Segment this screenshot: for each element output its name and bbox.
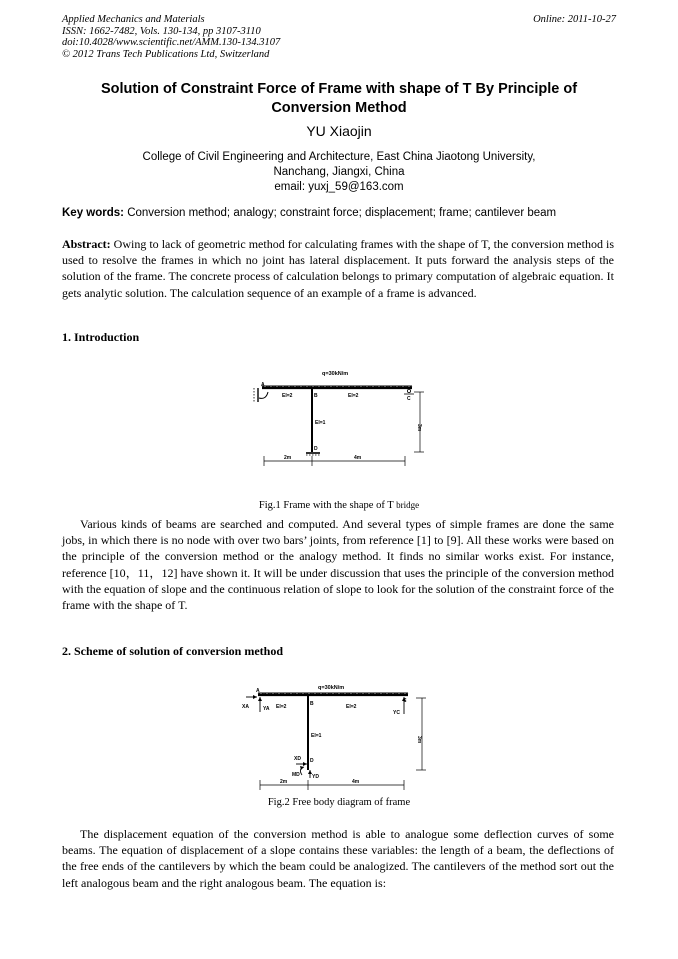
- fig1-stiffness-column: EI=1: [315, 420, 326, 426]
- author-email: email: yuxj_59@163.com: [274, 181, 404, 193]
- copyright-line: © 2012 Trans Tech Publications Ltd, Switzerland: [62, 48, 270, 60]
- abstract: [62, 236, 614, 301]
- fig2-dim-left: 2m: [280, 779, 288, 785]
- fig2-reaction-xd-arrow: [296, 762, 307, 766]
- fig2-xa-label: XA: [242, 704, 249, 710]
- fig2-xd-label: XD: [294, 756, 301, 762]
- fig1-node-b: B: [314, 393, 318, 399]
- abstract-label: Abstract:: [62, 237, 111, 251]
- fig2-dim-right: 4m: [352, 779, 360, 785]
- fig1-dim-height: 3m: [416, 424, 422, 432]
- fig1-stiffness-left: EI=2: [282, 393, 293, 399]
- fig1-node-a: A: [261, 382, 265, 388]
- fig2-md-label: MD: [292, 772, 300, 778]
- fig2-stiffness-left: EI=2: [276, 704, 287, 710]
- fig1-dim-right: 4m: [354, 455, 362, 461]
- fig2-ya-label: YA: [263, 706, 270, 712]
- keywords-label: Key words:: [62, 207, 124, 219]
- fig1-caption-suffix: bridge: [396, 500, 420, 510]
- fig1-node-d: D: [314, 446, 318, 452]
- fig1-node-c: C: [407, 396, 411, 402]
- fig2-reaction-ya-arrow: [258, 697, 262, 712]
- affiliation-line-2: Nanchang, Jiangxi, China: [273, 166, 405, 178]
- figure-2-caption: Fig.2 Free body diagram of frame: [267, 797, 411, 808]
- fig2-moment-md-arrow: [300, 766, 304, 775]
- fig1-pin-support-a: [254, 388, 268, 402]
- fig1-dim-left: 2m: [284, 455, 292, 461]
- figure-1-caption: [60, 500, 618, 511]
- fig2-node-b: B: [310, 701, 314, 707]
- doi-line: doi:10.4028/www.scientific.net/AMM.130-134.3107: [62, 37, 281, 48]
- section-heading-scheme: 2. Scheme of solution of conversion method: [62, 644, 283, 658]
- figure-1-frame-diagram: [250, 364, 440, 472]
- fig2-node-a: A: [256, 688, 260, 694]
- fig2-yd-label: YD: [312, 774, 319, 780]
- fig1-load-label: q=30kN/m: [322, 371, 349, 377]
- affiliation-line-1: College of Civil Engineering and Architecture, East China Jiaotong University,: [142, 151, 536, 163]
- fig2-dimension-lines: [260, 698, 426, 790]
- figure-2-free-body-diagram: [240, 678, 440, 796]
- fig2-reaction-xa-arrow: [246, 695, 257, 699]
- section-heading-introduction: 1. Introduction: [62, 330, 140, 344]
- online-date: Online: 2011-10-27: [533, 14, 616, 25]
- fig1-fixed-support-d: [306, 453, 320, 455]
- journal-name: Applied Mechanics and Materials: [62, 14, 205, 25]
- fig2-stiffness-right: EI=2: [346, 704, 357, 710]
- keywords: [62, 207, 622, 219]
- fig2-yc-label: YC: [393, 710, 400, 716]
- introduction-text: Various kinds of beams are searched and computed. And several types of simple frames are done the same jobs, in which there is no node with over two bars’ joints, from reference [1] to [9]. All these works were based on the principle of the conversion method or the analogy method. It finds no similar works exist. For instance, reference [10，11，12] have shown it. It will be under discussion that uses the principle of the conversion method with the equation of slope and the continuous relation of slope to look for the solution of the constraint force of the frame with the shape of T.: [62, 517, 614, 613]
- keywords-text: Conversion method; analogy; constraint force; displacement; frame; cantilever beam: [127, 207, 557, 219]
- fig2-node-d: D: [310, 758, 314, 764]
- fig2-stiffness-column: EI=1: [311, 733, 322, 739]
- fig1-stiffness-right: EI=2: [348, 393, 359, 399]
- scheme-text: The displacement equation of the conversion method is able to analogue some deflection curves of some beams. The equation of displacement of a slope contains these variables: the length of a beam, the deflections of the free ends of the cantilevers by which the beam could be analogized. The cantilevers of the method sort out the left analogous beam and the right analogous beam. The equation is:: [62, 827, 614, 890]
- author-affiliation: [60, 150, 618, 195]
- paper-author: YU Xiaojin: [306, 123, 372, 139]
- issn-line: ISSN: 1662-7482, Vols. 130-134, pp 3107-3110: [62, 25, 261, 37]
- abstract-text: Owing to lack of geometric method for calculating frames with the shape of T, the conversion method is used to resolve the frames in which no joint has lateral displacement. It puts forward the analysis steps of the solution of the frame. The concrete process of calculation belongs to primary computation of algebraic equation. It gets analytic solution. The calculation sequence of an example of a frame is advanced.: [62, 237, 614, 300]
- fig2-dim-height: 3m: [416, 736, 422, 744]
- journal-header: [62, 14, 280, 60]
- fig1-roller-support-c: [404, 389, 414, 394]
- paper-title: Solution of Constraint Force of Frame with shape of T By Principle of Conversion Method: [100, 81, 578, 116]
- fig1-caption-main: Fig.1 Frame with the shape of T: [258, 500, 394, 511]
- fig2-load-label: q=30kN/m: [318, 685, 345, 691]
